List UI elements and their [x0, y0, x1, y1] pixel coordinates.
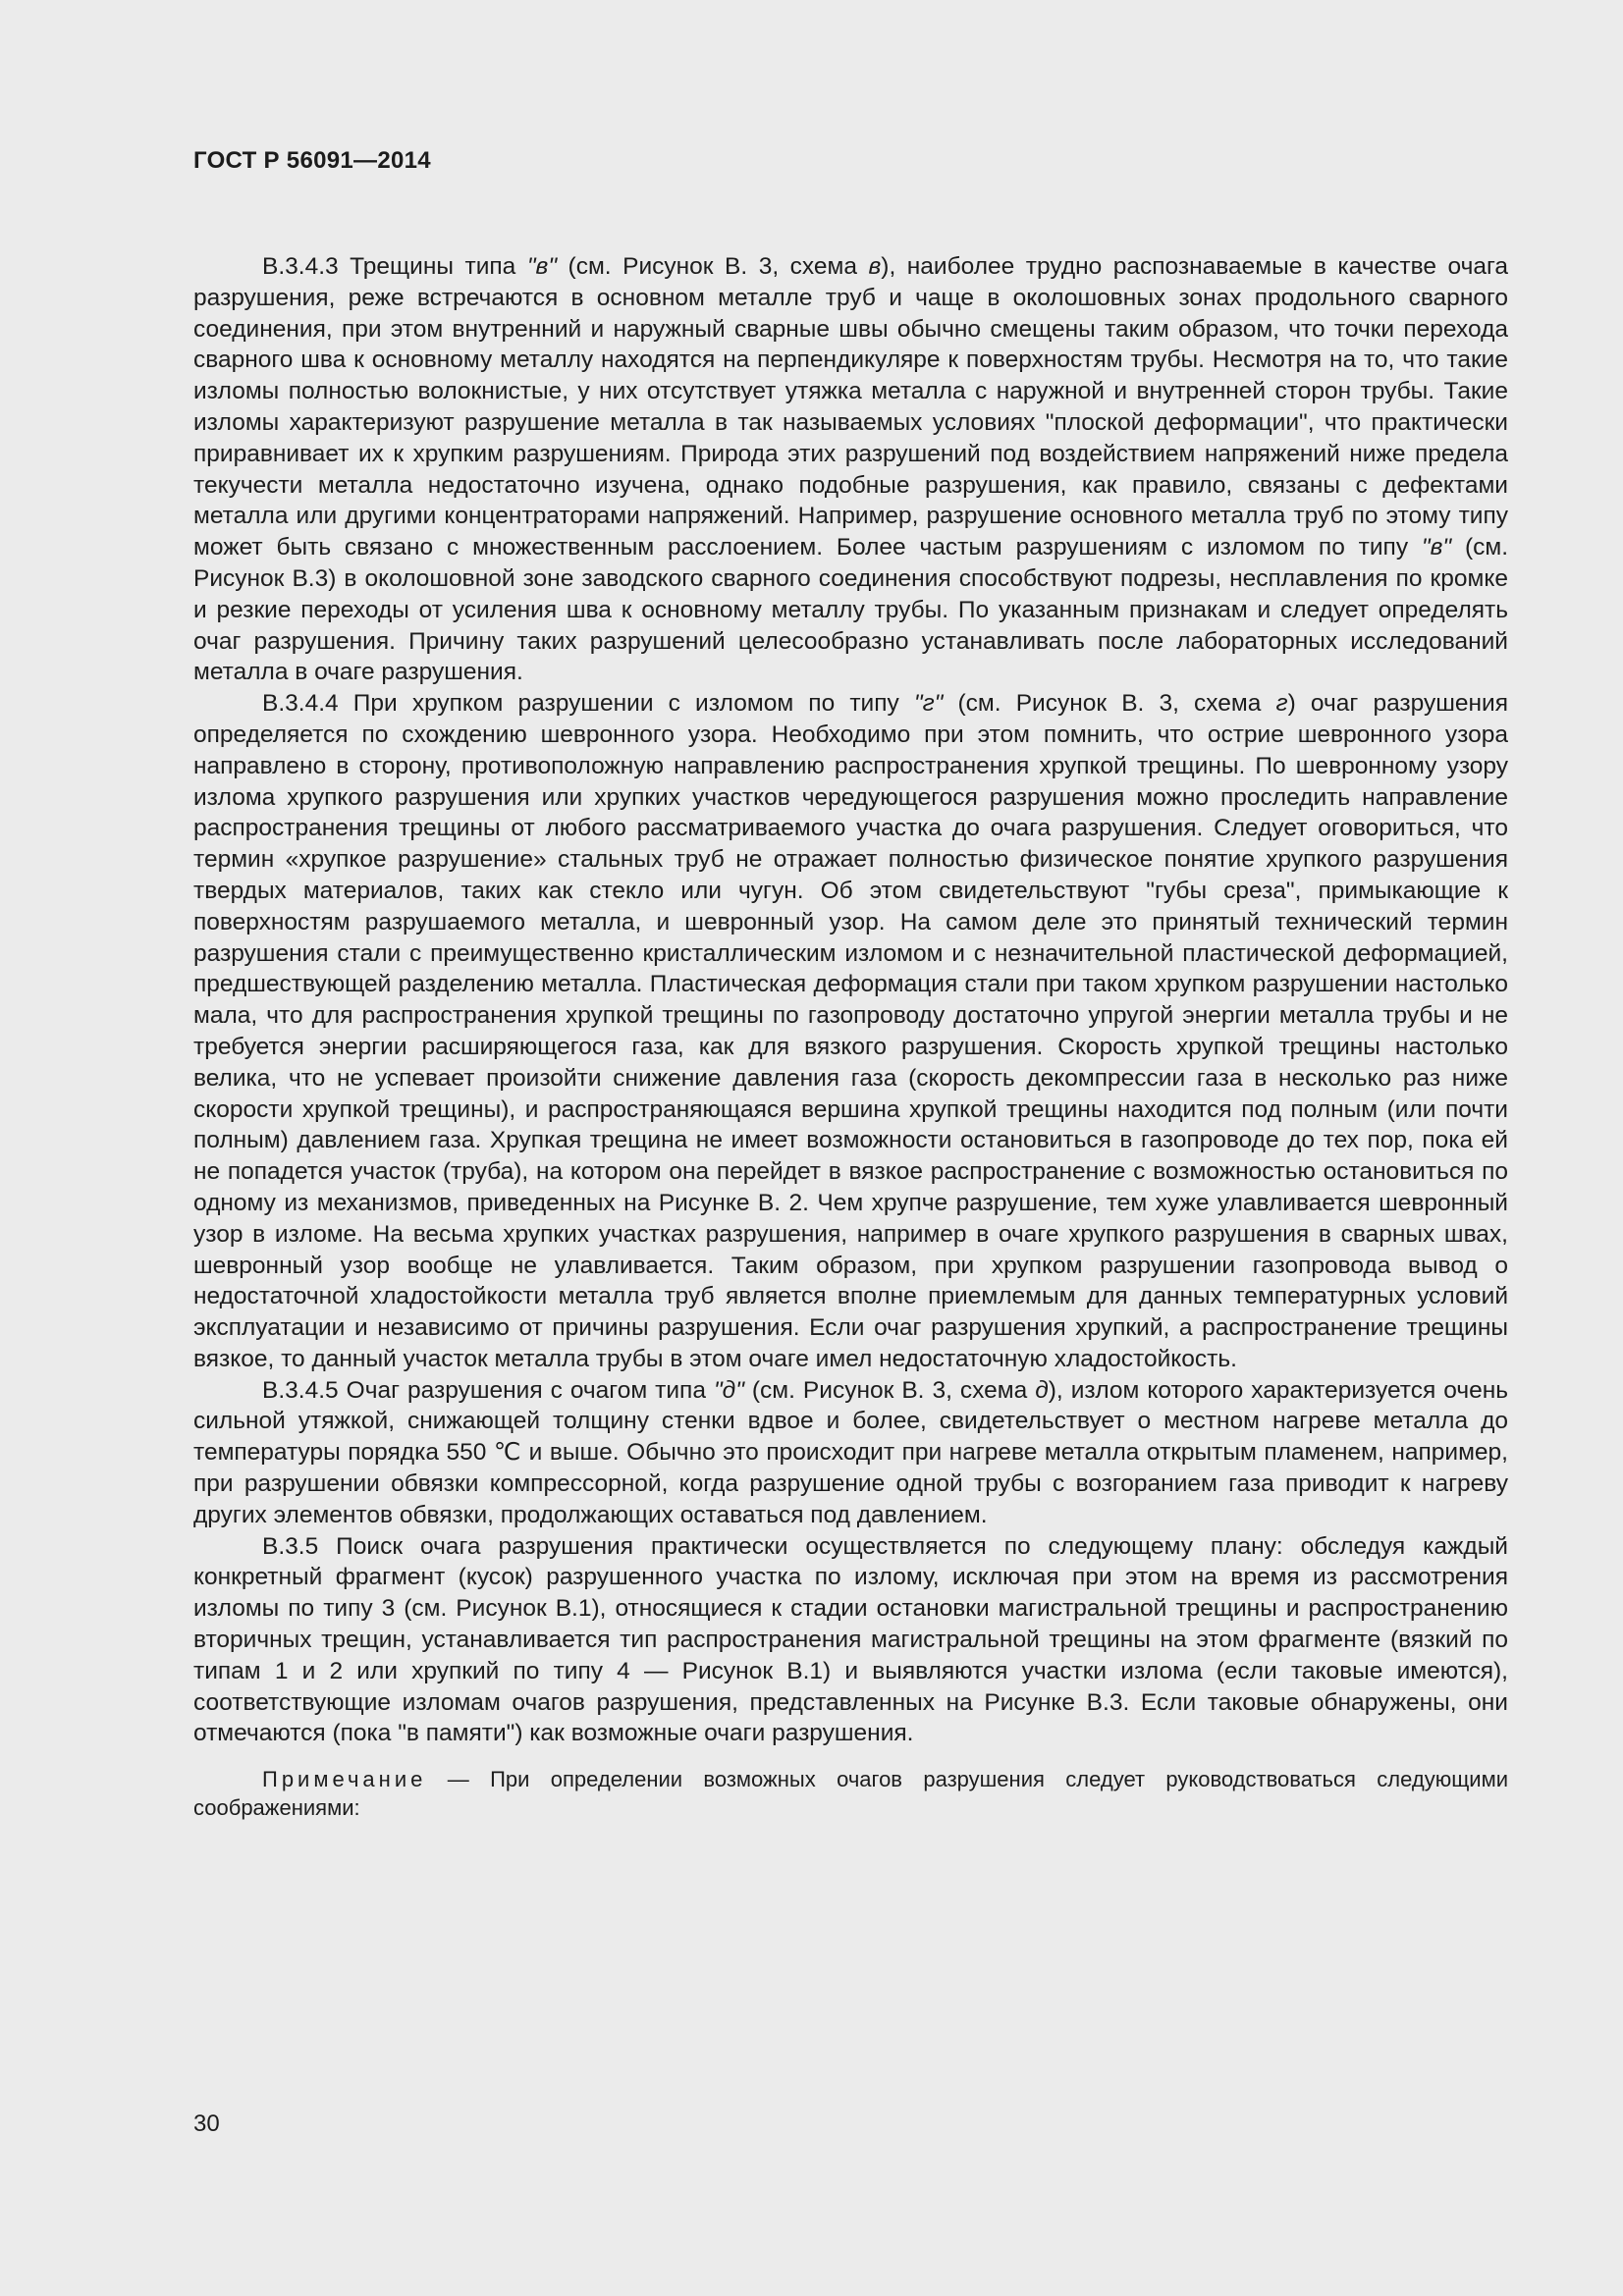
scheme-letter: д: [1035, 1376, 1049, 1404]
clause-number: В.3.4.4: [262, 690, 339, 718]
type-mark: "д": [713, 1376, 744, 1404]
type-mark: "в": [526, 253, 558, 280]
paragraph-b-3-4-5: В.3.4.5 Очаг разрушения с очагом типа "д" (см. Рисунок В. 3, схема д), излом которого характеризуется очень сильной утяжкой, снижающей толщину стенки вдвое и более, свидетельствует о местном нагреве металла до температуры порядка 550 ℃ и выше. Обычно это происходит при нагреве металла открытым пламенем, например, при разрушении обвязки компрессорной, когда разрушение одной трубы с возгоранием газа приводит к нагреву других элементов обвязки, продолжающих оставаться под давлением.: [193, 1376, 1509, 1528]
scheme-letter: в: [868, 253, 882, 280]
type-mark: "в": [1421, 534, 1452, 561]
clause-number: В.3.4.3: [262, 253, 339, 280]
clause-number: В.3.5: [262, 1532, 319, 1560]
note-text: — При определении возможных очагов разрушения следует руководствоваться следующими соображениями:: [193, 1767, 1508, 1821]
paragraph-b-3-5: В.3.5 Поиск очага разрушения практически осуществляется по следующему плану: обследуя каждый конкретный фрагмент (кусок) разрушенного участка по излому, исключая при этом на время из рассмотрения изломы по типу 3 (см. Рисунок В.1), относящиеся к стадии остановки магистральной трещины и распространению вторичных трещин, устанавливается тип распространения магистральной трещины на этом фрагменте (вязкий по типам 1 и 2 или хрупкий по типу 4 — Рисунок В.1) и выявляются участки излома (если таковые имеются), соответствующие изломам очагов разрушения, представленных на Рисунке В.3. Если таковые обнаружены, они отмечаются (пока "в памяти") как возможные очаги разрушения.: [193, 1532, 1508, 1747]
note-label: Примечание: [262, 1767, 427, 1792]
scheme-letter: г: [1275, 690, 1288, 718]
paragraph-b-3-4-3: В.3.4.3 Трещины типа "в" (см. Рисунок В. 3, схема в), наиболее трудно распознаваемые в качестве очага разрушения, реже встречаются в основном металле труб и чаще в околошовных зонах продольного сварного соединения, при этом внутренний и наружный сварные швы обычно смещены таким образом, что точки перехода сварного шва к основному металлу находятся на перпендикуляре к поверхностям трубы. Несмотря на то, что такие изломы полностью волокнистые, у них отсутствует утяжка металла с наружной и внутренней сторон трубы. Такие изломы характеризуют разрушение металла в так называемых условиях "плоской деформации", что практически приравнивает их к хрупким разрушениям. Природа этих разрушений под воздействием напряжений ниже предела текучести металла недостаточно изучена, однако подобные разрушения, как правило, связаны с дефектами металла или другими концентраторами напряжений. Например, разрушение основного металла труб по этому типу может быть связано с множественным расслоением. Более частым разрушениям с изломом по типу "в" (см. Рисунок В.3) в околошовной зоне заводского сварного соединения способствуют подрезы, несплавления по кромке и резкие переходы от усиления шва к основному металлу трубы. По указанным признакам и следует определять очаг разрушения. Причину таких разрушений целесообразно устанавливать после лабораторных исследований металла в очаге разрушения.: [193, 253, 1509, 686]
standard-designation: ГОСТ Р 56091—2014: [193, 147, 431, 174]
document-page: [193, 147, 1508, 1822]
type-mark: "г": [913, 690, 944, 718]
page-number: 30: [193, 2110, 220, 2137]
paragraph-b-3-4-4: В.3.4.4 При хрупком разрушении с изломом по типу "г" (см. Рисунок В. 3, схема г) очаг разрушения определяется по схождению шевронного узора. Необходимо при этом помнить, что острие шевронного узора направлено в сторону, противоположную направлению распространения хрупкой трещины. По шевронному узору излома хрупкого разрушения или хрупких участков чередующегося разрушения можно проследить направление распространения трещины от любого рассматриваемого участка до очага разрушения. Следует оговориться, что термин «хрупкое разрушение» стальных труб не отражает полностью физическое понятие хрупкого разрушения твердых материалов, таких как стекло или чугун. Об этом свидетельствуют "губы среза", примыкающие к поверхностям разрушаемого металла, и шевронный узор. На самом деле это принятый технический термин разрушения стали с преимущественно кристаллическим изломом и с незначительной пластической деформацией, предшествующей разделению металла. Пластическая деформация стали при таком хрупком разрушении настолько мала, что для распространения хрупкой трещины по газопроводу достаточно упругой энергии металла трубы и не требуется энергии расширяющегося газа, как для вязкого разрушения. Скорость хрупкой трещины настолько велика, что не успевает произойти снижение давления газа (скорость декомпрессии газа в несколько раз ниже скорости хрупкой трещины), и распространяющаяся вершина хрупкой трещины находится под полным (или почти полным) давлением газа. Хрупкая трещина не имеет возможности остановиться в газопроводе до тех пор, пока ей не попадется участок (труба), на котором она перейдет в вязкое распространение с возможностью остановиться по одному из механизмов, приведенных на Рисунке В. 2. Чем хрупче разрушение, тем хуже улавливается шевронный узор в изломе. На весьма хрупких участках разрушения, например в очаге хрупкого разрушения в сварных швах, шевронный узор вообще не улавливается. Таким образом, при хрупком разрушении газопровода вывод о недостаточной хладостойкости металла труб является вполне приемлемым для данных температурных условий эксплуатации и независимо от причины разрушения. Если очаг разрушения хрупкий, а распространение трещины вязкое, то данный участок металла трубы в этом очаге имел недостаточную хладостойкость.: [193, 690, 1509, 1372]
clause-number: В.3.4.5: [262, 1376, 339, 1404]
document-body: [193, 251, 1508, 1749]
note: [193, 1765, 1508, 1822]
